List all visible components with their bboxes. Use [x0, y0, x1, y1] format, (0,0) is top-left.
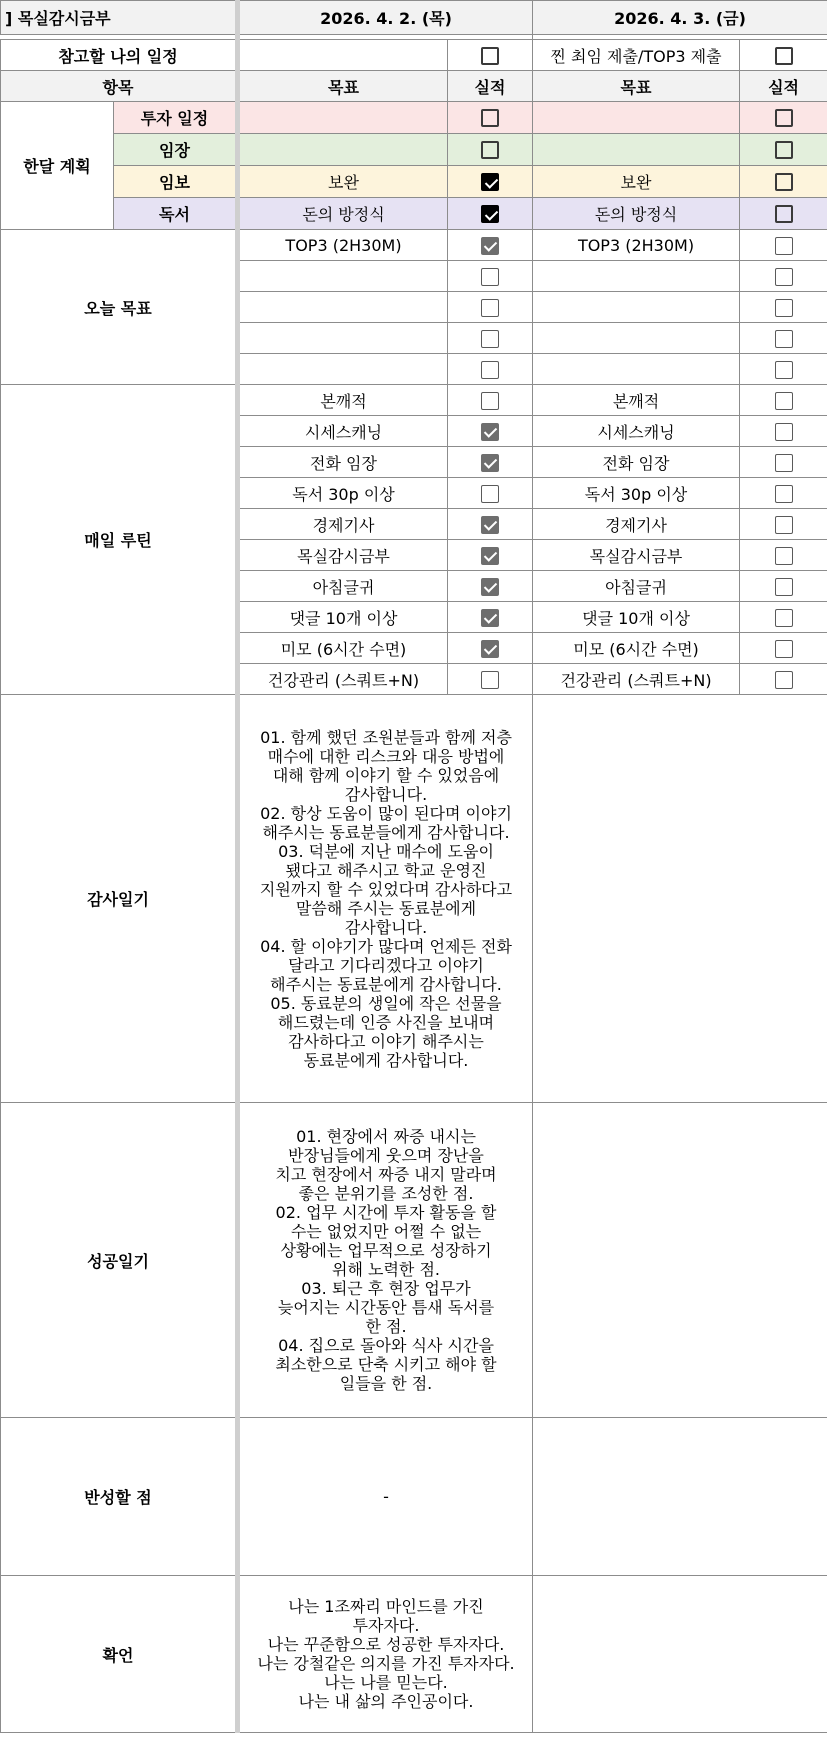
routine-day2-checkbox[interactable]	[740, 416, 827, 447]
checkbox-icon[interactable]	[775, 205, 793, 223]
today-day2-checkbox[interactable]	[740, 292, 827, 323]
today-day1-goal[interactable]	[238, 261, 448, 292]
routine-day2-goal[interactable]: 전화 임장	[533, 447, 740, 478]
monthly-day2-checkbox[interactable]	[740, 166, 827, 198]
routine-day2-checkbox[interactable]	[740, 633, 827, 664]
monthly-day1-goal[interactable]	[238, 102, 448, 134]
column-result-day1: 실적	[448, 71, 533, 102]
reflection-label: 반성할 점	[1, 1418, 238, 1576]
routine-day2-checkbox[interactable]	[740, 478, 827, 509]
checkbox-icon[interactable]	[775, 609, 793, 627]
checkbox-icon[interactable]	[775, 173, 793, 191]
today-day1-goal[interactable]: TOP3 (2H30M)	[238, 230, 448, 261]
monthly-day1-checkbox[interactable]	[448, 102, 533, 134]
checkbox-icon[interactable]	[481, 173, 499, 191]
checkbox-icon[interactable]	[481, 361, 499, 379]
routine-day2-goal[interactable]: 댓글 10개 이상	[533, 602, 740, 633]
routine-day2-goal[interactable]: 목실감시금부	[533, 540, 740, 571]
date-day1: 2026. 4. 2. (목)	[238, 1, 533, 35]
affirmation-label: 확언	[1, 1576, 238, 1733]
monthly-row-name: 임장	[114, 134, 238, 166]
checkbox-icon[interactable]	[775, 237, 793, 255]
monthly-row-name: 독서	[114, 198, 238, 230]
date-day2: 2026. 4. 3. (금)	[533, 1, 827, 35]
checkbox-icon[interactable]	[481, 205, 499, 223]
monthly-day1-goal[interactable]: 보완	[238, 166, 448, 198]
checkbox-icon[interactable]	[775, 268, 793, 286]
monthly-day1-checkbox[interactable]	[448, 166, 533, 198]
routine-day1-goal[interactable]: 전화 임장	[238, 447, 448, 478]
checkbox-icon[interactable]	[481, 454, 499, 472]
routine-day1-checkbox[interactable]	[448, 385, 533, 416]
routine-day1-checkbox[interactable]	[448, 416, 533, 447]
success-label: 성공일기	[1, 1103, 238, 1418]
monthly-day2-goal[interactable]: 돈의 방정식	[533, 198, 740, 230]
today-day1-checkbox[interactable]	[448, 323, 533, 354]
gratitude-day2[interactable]	[533, 695, 827, 1103]
routine-day2-goal[interactable]: 시세스캐닝	[533, 416, 740, 447]
checkbox-icon[interactable]	[481, 671, 499, 689]
routine-day1-checkbox[interactable]	[448, 447, 533, 478]
routine-day2-checkbox[interactable]	[740, 602, 827, 633]
routine-section	[1, 385, 827, 695]
today-day2-checkbox[interactable]	[740, 323, 827, 354]
today-day1-goal[interactable]	[238, 323, 448, 354]
sheet-title: ] 목실감시금부	[1, 1, 238, 35]
checkbox-icon[interactable]	[481, 330, 499, 348]
today-day2-goal[interactable]	[533, 261, 740, 292]
today-day1-checkbox[interactable]	[448, 230, 533, 261]
routine-day2-goal[interactable]: 독서 30p 이상	[533, 478, 740, 509]
monthly-day2-goal[interactable]	[533, 102, 740, 134]
routine-day1-checkbox[interactable]	[448, 664, 533, 695]
routine-day1-checkbox[interactable]	[448, 509, 533, 540]
checkbox-icon[interactable]	[775, 141, 793, 159]
monthly-day1-goal[interactable]: 돈의 방정식	[238, 198, 448, 230]
routine-label: 매일 루틴	[1, 385, 238, 695]
routine-day1-checkbox[interactable]	[448, 633, 533, 664]
today-day2-checkbox[interactable]	[740, 230, 827, 261]
monthly-day1-checkbox[interactable]	[448, 198, 533, 230]
success-day1[interactable]: 01. 현장에서 짜증 내시는 반장님들에게 웃으며 장난을 치고 현장에서 짜증 내지 말라며 좋은 분위기를 조성한 점. 02. 업무 시간에 투자 활동을 할 수는 없었지만 어쩔 수 없는 상황에는 업무적으로 성장하기 위해 노력한 점. 03. 퇴근 후 현장 업무가 늦어지는 시간동안 틈새 독서를 한 점. 04. 집으로 돌아와 식사 시간을 최소한으로 단축 시키고 해야 할 일들을 한 점.	[238, 1103, 533, 1418]
routine-day2-goal[interactable]: 경제기사	[533, 509, 740, 540]
routine-day2-checkbox[interactable]	[740, 540, 827, 571]
routine-day1-goal[interactable]: 경제기사	[238, 509, 448, 540]
monthly-row-name: 임보	[114, 166, 238, 198]
today-day2-goal[interactable]: TOP3 (2H30M)	[533, 230, 740, 261]
checkbox-icon[interactable]	[775, 330, 793, 348]
checkbox-icon[interactable]	[481, 268, 499, 286]
checkbox-icon[interactable]	[775, 516, 793, 534]
today-day1-goal[interactable]	[238, 354, 448, 385]
checkbox-icon[interactable]	[775, 671, 793, 689]
checkbox-icon[interactable]	[481, 299, 499, 317]
reference-day2-goal[interactable]: 찐 최임 제출/TOP3 제출	[533, 40, 740, 71]
today-label: 오늘 목표	[1, 230, 238, 385]
routine-day1-goal[interactable]: 본깨적	[238, 385, 448, 416]
routine-day2-checkbox[interactable]	[740, 385, 827, 416]
checkbox-icon[interactable]	[481, 141, 499, 159]
checkbox-icon[interactable]	[481, 516, 499, 534]
routine-day1-checkbox[interactable]	[448, 478, 533, 509]
checkbox-icon[interactable]	[481, 640, 499, 658]
routine-day2-goal[interactable]: 건강관리 (스쿼트+N)	[533, 664, 740, 695]
success-day2[interactable]	[533, 1103, 827, 1418]
column-goal-day1: 목표	[238, 71, 448, 102]
column-result-day2: 실적	[740, 71, 827, 102]
today-day2-checkbox[interactable]	[740, 354, 827, 385]
reflection-day1[interactable]: -	[238, 1418, 533, 1576]
gratitude-day1[interactable]: 01. 함께 했던 조원분들과 함께 저층 매수에 대한 리스크와 대응 방법에 대해 함께 이야기 할 수 있었음에 감사합니다. 02. 항상 도움이 많이 된다며 이야기 해주시는 동료분들에게 감사합니다. 03. 덕분에 지난 매수에 도움이 됐다고 해주시고 학교 운영진 지원까지 할 수 있었다며 감사하다고 말씀해 주시는 동료분에게 감사합니다. 04. 할 이야기가 많다며 언제든 전화 달라고 기다리겠다고 이야기 해주시는 동료분에게 감사합니다. 05. 동료분의 생일에 작은 선물을 해드렸는데 인증 사진을 보내며 감사하다고 이야기 해주시는 동료분에게 감사합니다.	[238, 695, 533, 1103]
checkbox-icon[interactable]	[481, 392, 499, 410]
checkbox-icon[interactable]	[481, 109, 499, 127]
checkbox-icon[interactable]	[775, 640, 793, 658]
routine-day2-goal[interactable]: 본깨적	[533, 385, 740, 416]
monthly-row-name: 투자 일정	[114, 102, 238, 134]
reference-day1-goal[interactable]	[238, 40, 448, 71]
routine-day1-checkbox[interactable]	[448, 540, 533, 571]
today-row	[1, 230, 827, 261]
today-day2-goal[interactable]	[533, 292, 740, 323]
today-day1-goal[interactable]	[238, 292, 448, 323]
checkbox-icon[interactable]	[481, 237, 499, 255]
column-item: 항목	[1, 71, 238, 102]
routine-day2-goal[interactable]: 미모 (6시간 수면)	[533, 633, 740, 664]
checkbox-icon[interactable]	[775, 578, 793, 596]
monthly-day1-goal[interactable]	[238, 134, 448, 166]
checkbox-icon[interactable]	[481, 609, 499, 627]
checkbox-icon[interactable]	[775, 454, 793, 472]
routine-day1-goal[interactable]: 아침글귀	[238, 571, 448, 602]
reference-label: 참고할 나의 일정	[1, 40, 238, 71]
routine-day1-goal[interactable]: 미모 (6시간 수면)	[238, 633, 448, 664]
checkbox-icon[interactable]	[775, 423, 793, 441]
checkbox-icon[interactable]	[481, 547, 499, 565]
routine-day1-checkbox[interactable]	[448, 571, 533, 602]
monthly-label: 한달 계획	[1, 102, 114, 230]
gratitude-label: 감사일기	[1, 695, 238, 1103]
routine-day2-checkbox[interactable]	[740, 509, 827, 540]
routine-day2-checkbox[interactable]	[740, 447, 827, 478]
checkbox-icon[interactable]	[775, 109, 793, 127]
routine-day1-checkbox[interactable]	[448, 602, 533, 633]
affirmation-day2[interactable]	[533, 1576, 827, 1733]
monthly-day1-checkbox[interactable]	[448, 134, 533, 166]
routine-day1-goal[interactable]: 건강관리 (스쿼트+N)	[238, 664, 448, 695]
checkbox-icon[interactable]	[775, 485, 793, 503]
today-day2-goal[interactable]	[533, 354, 740, 385]
monthly-day2-goal[interactable]: 보완	[533, 166, 740, 198]
today-day2-checkbox[interactable]	[740, 261, 827, 292]
column-goal-day2: 목표	[533, 71, 740, 102]
routine-day1-goal[interactable]: 목실감시금부	[238, 540, 448, 571]
monthly-day2-goal[interactable]	[533, 134, 740, 166]
checkbox-icon[interactable]	[481, 578, 499, 596]
routine-day2-checkbox[interactable]	[740, 664, 827, 695]
today-day1-checkbox[interactable]	[448, 354, 533, 385]
checkbox-icon[interactable]	[775, 392, 793, 410]
checkbox-icon[interactable]	[775, 547, 793, 565]
routine-day1-goal[interactable]: 시세스캐닝	[238, 416, 448, 447]
today-section	[1, 230, 827, 385]
routine-day2-checkbox[interactable]	[740, 571, 827, 602]
today-day2-goal[interactable]	[533, 323, 740, 354]
checkbox-icon[interactable]	[481, 423, 499, 441]
today-day1-checkbox[interactable]	[448, 292, 533, 323]
reference-day1-checkbox[interactable]	[448, 40, 533, 71]
routine-row	[1, 385, 827, 416]
affirmation-day1[interactable]: 나는 1조짜리 마인드를 가진 투자자다. 나는 꾸준함으로 성공한 투자자다. 나는 강철같은 의지를 가진 투자자다. 나는 나를 믿는다. 나는 내 삶의 주인공이다.	[238, 1576, 533, 1733]
today-day1-checkbox[interactable]	[448, 261, 533, 292]
reference-day2-checkbox[interactable]	[740, 40, 827, 71]
reflection-day2[interactable]	[533, 1418, 827, 1576]
routine-day1-goal[interactable]: 독서 30p 이상	[238, 478, 448, 509]
monthly-day2-checkbox[interactable]	[740, 134, 827, 166]
checkbox-icon[interactable]	[775, 47, 793, 65]
checkbox-icon[interactable]	[775, 361, 793, 379]
routine-day2-goal[interactable]: 아침글귀	[533, 571, 740, 602]
checkbox-icon[interactable]	[481, 47, 499, 65]
monthly-day2-checkbox[interactable]	[740, 102, 827, 134]
checkbox-icon[interactable]	[481, 485, 499, 503]
routine-day1-goal[interactable]: 댓글 10개 이상	[238, 602, 448, 633]
checkbox-icon[interactable]	[775, 299, 793, 317]
monthly-day2-checkbox[interactable]	[740, 198, 827, 230]
